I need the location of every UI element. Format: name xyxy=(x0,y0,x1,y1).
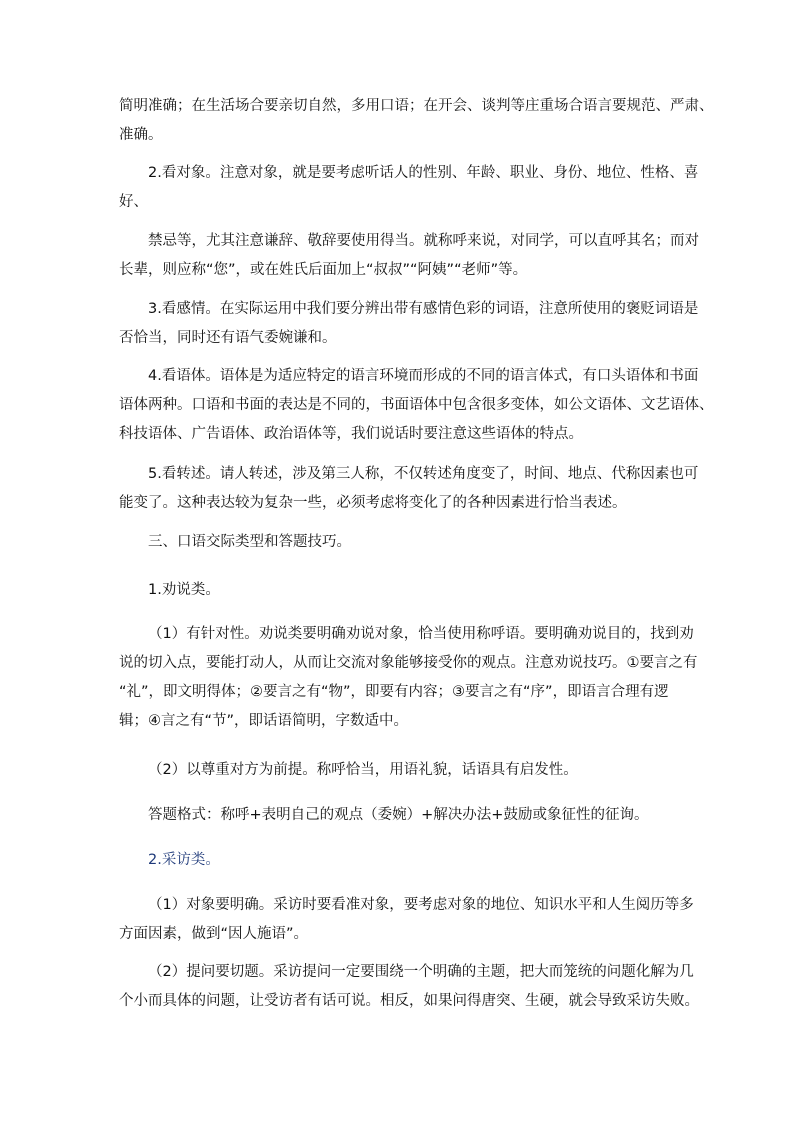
paragraph-interview-1 xyxy=(119,891,694,949)
text-line: （1）有针对性。劝说类要明确劝说对象，恰当使用称呼语。要明确劝说目的，找到劝 xyxy=(148,626,694,642)
text-line: 语体两种。口语和书面的表达是不同的，书面语体中包含很多变体，如公文语体、文艺语体、 xyxy=(119,397,714,413)
text-line: （2）以尊重对方为前提。称呼恰当，用语礼貌，话语具有启发性。 xyxy=(148,762,578,778)
subsection-interview xyxy=(119,846,681,875)
text-line: 简明准确；在生活场合要亲切自然，多用口语；在开会、谈判等庄重场合语言要规范、严肃、 xyxy=(119,98,714,114)
subsection-persuasion xyxy=(119,576,681,605)
text-line: 方面因素，做到“因人施语”。 xyxy=(119,926,309,942)
text-line: 答题格式：称呼+表明自己的观点（委婉）+解决办法+鼓励或象征性的征询。 xyxy=(148,807,649,823)
paragraph-look-at-style xyxy=(119,362,714,449)
paragraph-look-at-emotion xyxy=(119,295,699,353)
paragraph-interview-2 xyxy=(119,958,699,1016)
text-line: 能变了。这种表达较为复杂一些，必须考虑将变化了的各种因素进行恰当表述。 xyxy=(119,495,627,511)
text-line: 3.看感情。在实际运用中我们要分辨出带有感情色彩的词语，注意所使用的褒贬词语是 xyxy=(148,301,699,317)
paragraph-look-at-audience xyxy=(119,159,699,217)
heading-line: 2.采访类。 xyxy=(148,852,220,868)
text-line: 否恰当，同时还有语气委婉谦和。 xyxy=(119,330,337,346)
text-line: 准确。 xyxy=(119,127,163,143)
text-line: 禁忌等，尤其注意谦辞、敬辞要使用得当。就称呼来说，对同学，可以直呼其名；而对 xyxy=(148,233,699,249)
paragraph-taboos xyxy=(119,227,699,285)
text-line: 2.看对象。注意对象，就是要考虑听话人的性别、年龄、职业、身份、地位、性格、喜 xyxy=(148,165,699,181)
text-line: 长辈，则应称“您”，或在姓氏后面加上“叔叔”“阿姨”“老师”等。 xyxy=(119,262,528,278)
text-line: （1）对象要明确。采访时要看准对象，要考虑对象的地位、知识水平和人生阅历等多 xyxy=(148,897,694,913)
section-heading xyxy=(119,528,681,557)
text-line: 个小而具体的问题，让受访者有话可说。相反，如果问得唐突、生硬，就会导致采访失败。 xyxy=(119,993,699,1009)
text-line: 辑；④言之有“节”，即话语简明，字数适中。 xyxy=(119,713,409,729)
text-line: （2）提问要切题。采访提问一定要围绕一个明确的主题，把大而笼统的问题化解为几 xyxy=(148,964,694,980)
text-line: 科技语体、广告语体、政治语体等，我们说话时要注意这些语体的特点。 xyxy=(119,426,583,442)
heading-line: 1.劝说类。 xyxy=(148,582,220,598)
text-line: 4.看语体。语体是为适应特定的语言环境而形成的不同的语言体式，有口头语体和书面 xyxy=(148,368,699,384)
text-line: 5.看转述。请人转述，涉及第三人称，不仅转述角度变了，时间、地点、代称因素也可 xyxy=(148,466,699,482)
heading-line: 三、口语交际类型和答题技巧。 xyxy=(148,534,351,550)
paragraph-persuasion-2 xyxy=(119,756,681,785)
text-line: 好、 xyxy=(119,194,148,210)
text-line: 说的切入点，要能打动人，从而让交流对象能够接受你的观点。注意劝说技巧。①要言之有 xyxy=(119,655,698,671)
text-line: “礼”，即文明得体；②要言之有“物”，即要有内容；③要言之有“序”，即语言合理有逻 xyxy=(119,684,669,700)
paragraph-persuasion-1 xyxy=(119,620,698,736)
paragraph-answer-format xyxy=(119,801,681,830)
paragraph-look-at-relay xyxy=(119,460,699,518)
paragraph-continuation xyxy=(119,92,714,150)
